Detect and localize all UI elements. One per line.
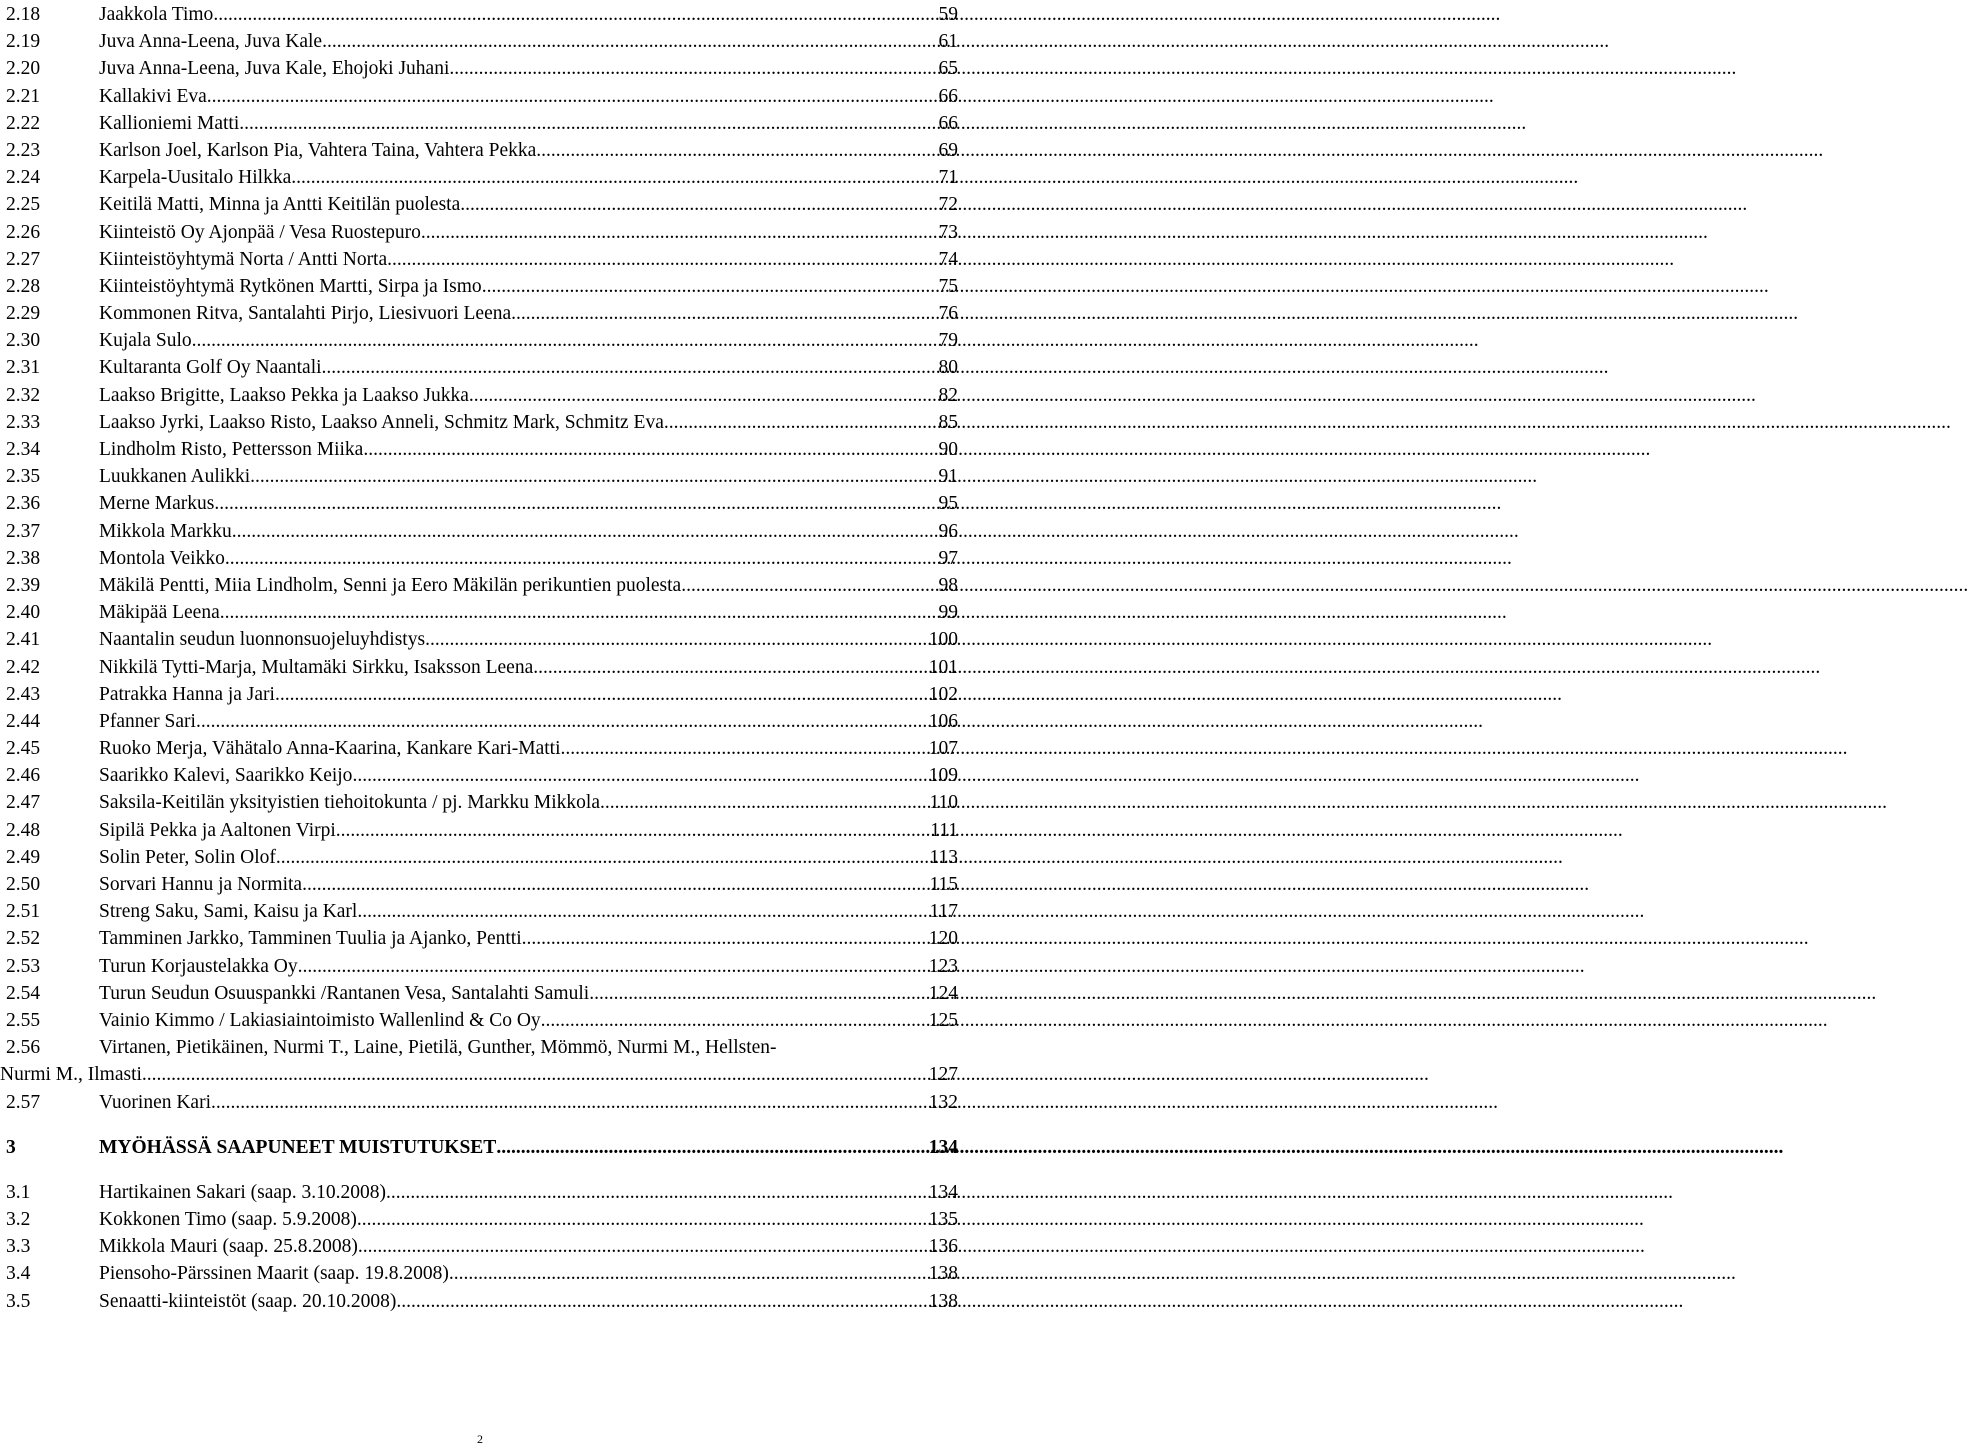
dot-leader (664, 409, 939, 436)
toc-entry-page: 73 (938, 221, 958, 243)
toc-entry[interactable] (6, 980, 958, 1007)
dot-leader (511, 300, 938, 327)
dot-leader (589, 980, 929, 1007)
toc-entry[interactable] (6, 1007, 958, 1034)
dot-leader (239, 110, 938, 137)
toc-entry-page: 138 (928, 1290, 958, 1312)
toc-entry[interactable] (6, 1179, 958, 1206)
toc-entry-number: 2.27 (6, 248, 41, 270)
toc-entry-number: 2.47 (6, 792, 41, 814)
toc-entry-page: 96 (938, 520, 958, 542)
toc-entry[interactable] (6, 164, 958, 191)
toc-entry-title: Hartikainen Sakari (saap. 3.10.2008) (99, 1181, 386, 1203)
dot-leader (522, 925, 929, 952)
dot-leader (142, 1061, 929, 1088)
toc-entry-page: 99 (938, 602, 958, 624)
dot-leader (211, 1089, 929, 1116)
toc-entry-number: 2.20 (6, 58, 41, 80)
toc-entry-title-continued: Nurmi M., Ilmasti (0, 1064, 142, 1086)
toc-entry-title: Pfanner Sari (99, 710, 196, 732)
toc-entry-number: 2.18 (6, 4, 41, 25)
toc-entry-title: Jaakkola Timo (99, 4, 214, 25)
toc-entry-title: Kiinteistöyhtymä Rytkönen Martti, Sirpa ja Ismo (99, 275, 482, 297)
dot-leader (561, 735, 929, 762)
toc-entry[interactable] (6, 490, 958, 517)
dot-leader (425, 626, 929, 653)
dot-leader (541, 1007, 929, 1034)
dot-leader (225, 545, 939, 572)
toc-entry-title: Streng Saku, Sami, Kaisu ja Karl (99, 901, 358, 923)
toc-entry-page: 69 (938, 139, 958, 161)
toc-entry-number: 2.53 (6, 955, 41, 977)
toc-entry-number: 2.36 (6, 493, 41, 515)
toc-entry-page: 132 (928, 1091, 958, 1113)
toc-entry-page: 117 (929, 901, 958, 923)
toc-entry-title: Laakso Jyrki, Laakso Risto, Laakso Anneli, Schmitz Mark, Schmitz Eva (99, 411, 664, 433)
toc-entry-page: 100 (928, 629, 958, 651)
dot-leader (196, 708, 929, 735)
dot-leader (363, 436, 938, 463)
toc-entry[interactable] (6, 436, 958, 463)
toc-entry-title: Nikkilä Tytti-Marja, Multamäki Sirkku, Isaksson Leena (99, 656, 534, 678)
dot-leader (533, 654, 929, 681)
toc-entry-page: 134 (928, 1181, 958, 1203)
dot-leader (250, 463, 938, 490)
dot-leader (192, 327, 939, 354)
dot-leader (302, 871, 929, 898)
toc-entry-page: 97 (938, 547, 958, 569)
toc-entry-number: 2.48 (6, 819, 41, 841)
toc-entry-page: 120 (928, 928, 958, 950)
dot-leader (386, 1179, 929, 1206)
dot-leader (213, 1, 938, 28)
toc-entry[interactable] (6, 137, 958, 164)
toc-entry[interactable] (6, 300, 958, 327)
toc-entry[interactable] (6, 28, 958, 55)
toc-entry[interactable] (6, 1, 958, 28)
toc-entry[interactable] (6, 681, 958, 708)
dot-leader (469, 382, 939, 409)
toc-entry[interactable] (6, 83, 958, 110)
toc-entry-number: 2.23 (6, 139, 41, 161)
dot-leader (291, 164, 938, 191)
toc-entry-title: Mäkilä Pentti, Miia Lindholm, Senni ja Eero Mäkilän perikuntien puolesta (99, 574, 682, 596)
toc-entry[interactable] (6, 273, 958, 300)
toc-entry-title: Luukkanen Aulikki (99, 466, 251, 488)
dot-leader (276, 844, 930, 871)
toc-entry-title: Karpela-Uusitalo Hilkka (99, 167, 292, 189)
toc-entry-page: 109 (928, 765, 958, 787)
toc-entry-number: 2.19 (6, 31, 41, 53)
toc-entry-title: Lindholm Risto, Pettersson Miika (99, 439, 364, 460)
toc-entry-title: Mikkola Markku (99, 520, 232, 542)
page-number: 2 (477, 1432, 483, 1446)
toc-entry[interactable] (6, 1260, 958, 1287)
toc-chapter-page: 134 (928, 1136, 958, 1158)
toc-entry-title: Laakso Brigitte, Laakso Pekka ja Laakso Jukka (99, 384, 469, 406)
toc-chapter-3[interactable] (6, 1134, 958, 1161)
toc-entry-number: 2.39 (6, 574, 41, 596)
toc-entry-title: Turun Korjaustelakka Oy (99, 955, 298, 977)
toc-entry[interactable] (6, 518, 958, 545)
toc-entry-title: Kultaranta Golf Oy Naantali (99, 357, 322, 379)
dot-leader (298, 953, 929, 980)
toc-entry[interactable] (6, 626, 958, 653)
toc-entry-number: 2.49 (6, 846, 41, 868)
dot-leader (449, 1260, 929, 1287)
dot-leader (322, 354, 939, 381)
toc-entry-number: 2.32 (6, 384, 41, 406)
toc-entry-page: 82 (938, 384, 958, 406)
dot-leader (396, 1288, 928, 1315)
toc-entry[interactable] (6, 55, 958, 82)
toc-entry-page: 80 (938, 357, 958, 379)
toc-entry-page: 106 (928, 710, 958, 732)
toc-entry[interactable] (6, 110, 958, 137)
dot-leader (600, 789, 929, 816)
toc-entry[interactable] (6, 382, 958, 409)
toc-entry-page: 138 (928, 1263, 958, 1285)
dot-leader (322, 28, 938, 55)
toc-entry[interactable] (6, 844, 958, 871)
toc-entry[interactable] (6, 898, 958, 925)
toc-entry-page: 102 (928, 683, 958, 705)
toc-entry-page: 113 (929, 846, 958, 868)
toc-entry[interactable] (6, 191, 958, 218)
dot-leader (275, 681, 929, 708)
toc-entry[interactable] (6, 1206, 958, 1233)
toc-entry-page: 135 (928, 1209, 958, 1231)
toc-entry-title: Solin Peter, Solin Olof (99, 846, 276, 868)
table-of-contents (0, 1, 958, 1315)
toc-entry-number: 2.37 (6, 520, 41, 542)
toc-entry-title: Turun Seudun Osuuspankki /Rantanen Vesa, Santalahti Samuli (99, 982, 590, 1004)
toc-entry-title: Vainio Kimmo / Lakiasiaintoimisto Wallenlind & Co Oy (99, 1009, 541, 1031)
toc-entry-page: 66 (938, 112, 958, 134)
toc-entry-page: 75 (938, 275, 958, 297)
toc-entry-number: 2.57 (6, 1091, 41, 1113)
toc-entry-title: Tamminen Jarkko, Tamminen Tuulia ja Ajanko, Pentti (99, 928, 522, 950)
toc-entry-number: 2.44 (6, 710, 41, 732)
toc-entry[interactable] (6, 599, 958, 626)
toc-entry-number: 2.42 (6, 656, 41, 678)
toc-entry[interactable] (6, 545, 958, 572)
toc-entry-title: Naantalin seudun luonnonsuojeluyhdistys (99, 629, 426, 651)
toc-entry-page: 90 (938, 439, 958, 460)
toc-entry[interactable] (6, 354, 958, 381)
toc-entry-page: 110 (929, 792, 958, 814)
toc-entry-number: 2.54 (6, 982, 41, 1004)
toc-entry-page: 71 (938, 167, 958, 189)
toc-entry-number: 2.26 (6, 221, 41, 243)
toc-entry-page: 111 (930, 819, 958, 841)
toc-entry[interactable] (6, 327, 958, 354)
toc-entry-number: 2.40 (6, 602, 41, 624)
toc-entry-title: Senaatti-kiinteistöt (saap. 20.10.2008) (99, 1290, 397, 1312)
toc-entry-page: 79 (938, 330, 958, 352)
toc-entry-page: 65 (938, 58, 958, 80)
toc-entry-page: 98 (938, 574, 958, 596)
dot-leader (681, 572, 938, 599)
toc-entry-number: 3.1 (6, 1181, 31, 1203)
toc-entry-page: 66 (938, 85, 958, 107)
toc-entry-page: 136 (928, 1236, 958, 1258)
toc-entry-number: 2.21 (6, 85, 41, 107)
toc-entry[interactable] (6, 817, 958, 844)
section-2-entries (6, 1, 958, 1034)
toc-entry-title: Sorvari Hannu ja Normita (99, 874, 303, 895)
toc-entry[interactable] (6, 219, 958, 246)
toc-entry-title: Kujala Sulo (99, 330, 192, 352)
toc-entry-title: Kokkonen Timo (saap. 5.9.2008) (99, 1209, 357, 1231)
toc-entry-page: 115 (929, 874, 958, 895)
toc-entry-page: 91 (938, 466, 958, 488)
toc-entry-page: 125 (928, 1009, 958, 1031)
toc-entry-number: 2.24 (6, 167, 41, 189)
toc-entry-title: Kallakivi Eva (99, 85, 207, 107)
dot-leader (207, 83, 939, 110)
dot-leader (232, 518, 939, 545)
toc-entry[interactable] (6, 1288, 958, 1315)
toc-entry-number: 2.34 (6, 439, 41, 460)
toc-entry-page: 76 (938, 303, 958, 325)
toc-entry-title: Keitilä Matti, Minna ja Antti Keitilän puolesta (99, 194, 461, 216)
toc-entry-number: 2.56 (6, 1037, 41, 1059)
toc-entry[interactable] (6, 789, 958, 816)
toc-entry-number: 2.33 (6, 411, 41, 433)
toc-entry-number: 2.55 (6, 1009, 41, 1031)
toc-entry-number: 2.41 (6, 629, 41, 651)
dot-leader (536, 137, 938, 164)
toc-entry[interactable] (6, 925, 958, 952)
toc-entry[interactable] (6, 953, 958, 980)
toc-chapter-title: MYÖHÄSSÄ SAAPUNEET MUISTUTUKSET (99, 1136, 497, 1158)
toc-entry-title: Saksila-Keitilän yksityistien tiehoitokunta / pj. Markku Mikkola (99, 792, 600, 814)
toc-entry-title: Patrakka Hanna ja Jari (99, 683, 275, 705)
toc-entry[interactable] (6, 1233, 958, 1260)
toc-entry-page: 61 (938, 31, 958, 53)
toc-entry[interactable] (6, 409, 958, 436)
toc-entry-number: 3.4 (6, 1263, 31, 1285)
toc-entry-title: Saarikko Kalevi, Saarikko Keijo (99, 765, 353, 787)
toc-entry-number: 3.5 (6, 1290, 31, 1312)
toc-entry[interactable] (6, 654, 958, 681)
toc-entry-2-57[interactable] (6, 1089, 958, 1116)
toc-entry-title: Vuorinen Kari (99, 1091, 212, 1113)
toc-entry-number: 2.43 (6, 683, 41, 705)
dot-leader (214, 490, 938, 517)
dot-leader (482, 273, 939, 300)
toc-entry-title: Juva Anna-Leena, Juva Kale (99, 31, 323, 53)
toc-entry-title: Kiinteistöyhtymä Norta / Antti Norta (99, 248, 388, 270)
toc-entry-number: 2.52 (6, 928, 41, 950)
toc-entry-number: 3.2 (6, 1209, 31, 1231)
toc-entry-number: 2.51 (6, 901, 41, 923)
toc-entry-number: 2.31 (6, 357, 41, 379)
toc-entry-title: Piensoho-Pärssinen Maarit (saap. 19.8.2008) (99, 1263, 449, 1285)
toc-entry-title: Mäkipää Leena (99, 602, 220, 624)
toc-entry-page: 101 (928, 656, 958, 678)
section-3-entries (6, 1179, 958, 1315)
toc-entry-page: 124 (928, 982, 958, 1004)
toc-entry-2-56[interactable] (0, 1034, 958, 1088)
dot-leader (336, 817, 930, 844)
dot-leader (421, 219, 939, 246)
dot-leader (449, 55, 938, 82)
toc-entry-page: 107 (928, 738, 958, 760)
toc-entry-number: 2.38 (6, 547, 41, 569)
toc-entry[interactable] (6, 572, 958, 599)
toc-entry-title: Virtanen, Pietikäinen, Nurmi T., Laine, Pietilä, Gunther, Mömmö, Nurmi M., Hellsten- (99, 1037, 777, 1059)
toc-entry-page: 95 (938, 493, 958, 515)
toc-entry-number: 2.29 (6, 303, 41, 325)
toc-entry-number: 2.28 (6, 275, 41, 297)
toc-entry-number: 2.25 (6, 194, 41, 216)
dot-leader (460, 191, 938, 218)
toc-chapter-number: 3 (6, 1136, 16, 1158)
dot-leader (387, 246, 938, 273)
dot-leader (220, 599, 939, 626)
toc-entry[interactable] (6, 246, 958, 273)
toc-entry-title: Montola Veikko (99, 547, 225, 569)
toc-entry-title: Merne Markus (99, 493, 215, 515)
toc-entry-number: 2.22 (6, 112, 41, 134)
toc-entry-number: 2.46 (6, 765, 41, 787)
toc-entry[interactable] (6, 463, 958, 490)
toc-entry-number: 3.3 (6, 1236, 31, 1258)
toc-entry-page: 74 (938, 248, 958, 270)
toc-entry[interactable] (6, 871, 958, 898)
toc-entry-title: Sipilä Pekka ja Aaltonen Virpi (99, 819, 336, 841)
toc-entry-title: Kiinteistö Oy Ajonpää / Vesa Ruostepuro (99, 221, 421, 243)
toc-entry-title: Kallioniemi Matti (99, 112, 240, 134)
dot-leader (496, 1134, 928, 1161)
toc-entry-number: 2.35 (6, 466, 41, 488)
toc-entry-number: 2.50 (6, 874, 41, 895)
toc-entry-title: Ruoko Merja, Vähätalo Anna-Kaarina, Kankare Kari-Matti (99, 738, 561, 760)
toc-entry-title: Mikkola Mauri (saap. 25.8.2008) (99, 1236, 358, 1258)
toc-entry-title: Kommonen Ritva, Santalahti Pirjo, Liesivuori Leena (99, 303, 512, 325)
toc-entry-page: 59 (938, 4, 958, 25)
toc-entry[interactable] (6, 735, 958, 762)
toc-entry-page: 127 (928, 1064, 958, 1086)
toc-entry-page: 85 (938, 411, 958, 433)
toc-entry-number: 2.45 (6, 738, 41, 760)
toc-entry-page: 72 (938, 194, 958, 216)
toc-entry[interactable] (6, 762, 958, 789)
toc-entry-title: Juva Anna-Leena, Juva Kale, Ehojoki Juhani (99, 58, 450, 80)
dot-leader (352, 762, 928, 789)
dot-leader (358, 1233, 929, 1260)
toc-entry[interactable] (6, 708, 958, 735)
toc-entry-page: 123 (928, 955, 958, 977)
dot-leader (357, 898, 929, 925)
toc-entry-number: 2.30 (6, 330, 41, 352)
toc-entry-title: Karlson Joel, Karlson Pia, Vahtera Taina, Vahtera Pekka (99, 139, 537, 161)
dot-leader (357, 1206, 929, 1233)
